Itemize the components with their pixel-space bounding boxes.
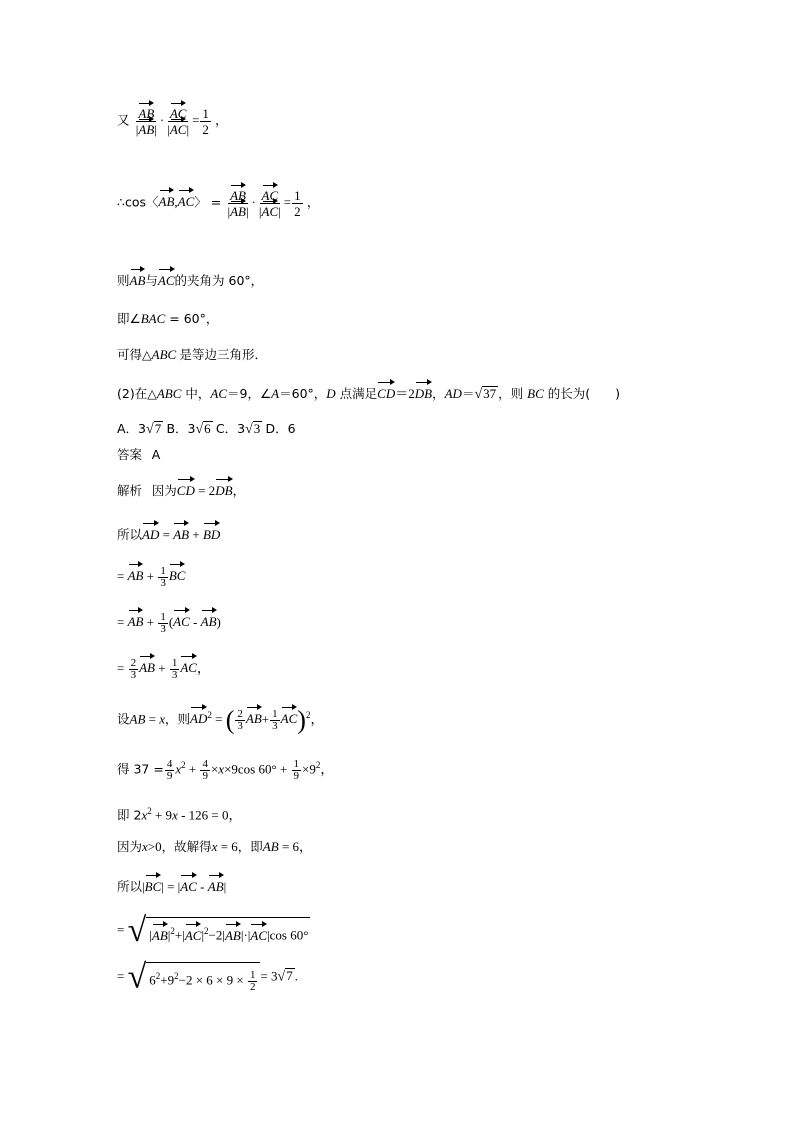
text: (2)在△ <box>117 386 157 401</box>
step-9: 所以|BC| = |AC - AB| <box>117 879 227 894</box>
text: 中， <box>181 386 211 401</box>
text: ∴cos〈 <box>117 194 159 210</box>
step-5: 设AB = x，则$AD^2$ = ( $\frac{2}{3}$ AB+ $\frac{1}{3}$ AC)$^2$， <box>117 705 324 735</box>
text: ＝9，∠ <box>227 386 272 401</box>
text: 因为 <box>117 839 143 854</box>
text: 因为 <box>151 483 177 498</box>
answer-line <box>117 446 160 464</box>
option-a: A．3 <box>117 421 147 436</box>
fraction: $\frac{AB}{|AB|}$ <box>227 188 249 219</box>
text: cos 60° <box>269 927 309 943</box>
text: ＝60°， <box>279 386 327 401</box>
option-b: B．3 <box>166 421 196 436</box>
solution-line-1: 又 $\frac{AB}{|AB|}$ · $\frac{AC}{|AC|}$ = $\frac{1}{2}$ ， <box>117 106 228 137</box>
text: ， <box>432 386 445 401</box>
answer-value: A <box>151 447 161 462</box>
text: 即∠ <box>117 311 141 326</box>
text: ，即 <box>237 839 263 854</box>
step-4: = $\frac{2}{3}$ AB + $\frac{1}{3}$ AC， <box>117 657 210 681</box>
solution-line-4: 即∠BAC = 60°， <box>117 311 219 326</box>
text: 的夹角为 60°， <box>174 273 264 288</box>
question-stem: (2)在△ABC 中，AC＝9，∠A＝60°，D 点满足CD＝2DB，AD＝√37 ，则 BC 的长为( ) <box>117 386 620 402</box>
text: 则 <box>117 273 130 288</box>
text: 的长为( ) <box>543 386 620 401</box>
solution-line-5: 可得△ABC 是等边三角形． <box>117 347 267 362</box>
fraction: $\frac{1}{2}$ <box>294 188 301 219</box>
text: 得 37 = <box>117 761 164 777</box>
text: 又 <box>117 112 130 128</box>
fraction: $\frac{1}{2}$ <box>202 106 209 137</box>
text: ，故解得 <box>161 839 212 854</box>
option-c: C．3 <box>215 421 246 436</box>
text: 点满足 <box>335 386 378 401</box>
text: 设 <box>117 711 130 727</box>
step-8: 因为x>0，故解得x = 6，即AB = 6， <box>117 839 313 854</box>
solution-line-3: 则AB与AC的夹角为 60°， <box>117 273 264 288</box>
step-3: = AB + $\frac{1}{3}$ (AC - AB) <box>117 611 221 635</box>
text: 可得△ <box>117 347 152 362</box>
analysis-label: 解析 <box>117 483 143 498</box>
step-2: = AB + $\frac{1}{3}$ BC <box>117 565 186 589</box>
text: 即 2 <box>117 807 142 823</box>
text: ， <box>306 194 320 210</box>
text: 与 <box>145 273 158 288</box>
step-11: = √ $6^2+9^2-2 \times 6 \times 9$ × $\frac{1}{2}$ = 3√7 . <box>117 958 298 996</box>
step-6: 得 37 = $\frac{4}{9}$ $x^2$ + $\frac{4}{9}$ ×x×9cos 60° + $\frac{1}{9}$ $\times 9^2$， <box>117 757 334 782</box>
text: 所以 <box>117 879 143 894</box>
answer-options: A．3√7 B．3√6 C．3√3 D．6 <box>117 421 296 437</box>
text: ，则 <box>165 711 191 727</box>
text: ， <box>215 112 228 128</box>
text: = 60°， <box>165 311 219 326</box>
fraction: $\frac{AC}{|AC|}$ <box>258 188 281 219</box>
answer-label: 答案 <box>117 447 143 462</box>
step-7: 即 $2x^2 + 9x - 126 = 0$， <box>117 806 242 823</box>
option-d: D．6 <box>265 421 296 436</box>
solution-line-2: ∴cos〈AB,AC〉 = $\frac{AB}{|AB|}$ · $\frac{AC}{|AC|}$ = $\frac{1}{2}$ ， <box>117 188 320 219</box>
step-1: 所以AD = AB + BD <box>117 527 221 542</box>
fraction: $\frac{AB}{|AB|}$ <box>135 106 157 137</box>
text: = 3 <box>260 968 278 984</box>
step-10: = √ $|AB|^2+|AC|^2-2|AB|\cdot|AC|\cos$ 60° <box>117 912 309 949</box>
text: ＝ <box>461 386 475 401</box>
fraction: $\frac{AC}{|AC|}$ <box>167 106 190 137</box>
analysis-line: 解析 因为CD = 2DB， <box>117 483 246 498</box>
text: 所以 <box>117 527 143 542</box>
text: 是等边三角形． <box>179 347 267 362</box>
text: ，则 <box>498 386 528 401</box>
text: 〉 = <box>194 194 222 210</box>
